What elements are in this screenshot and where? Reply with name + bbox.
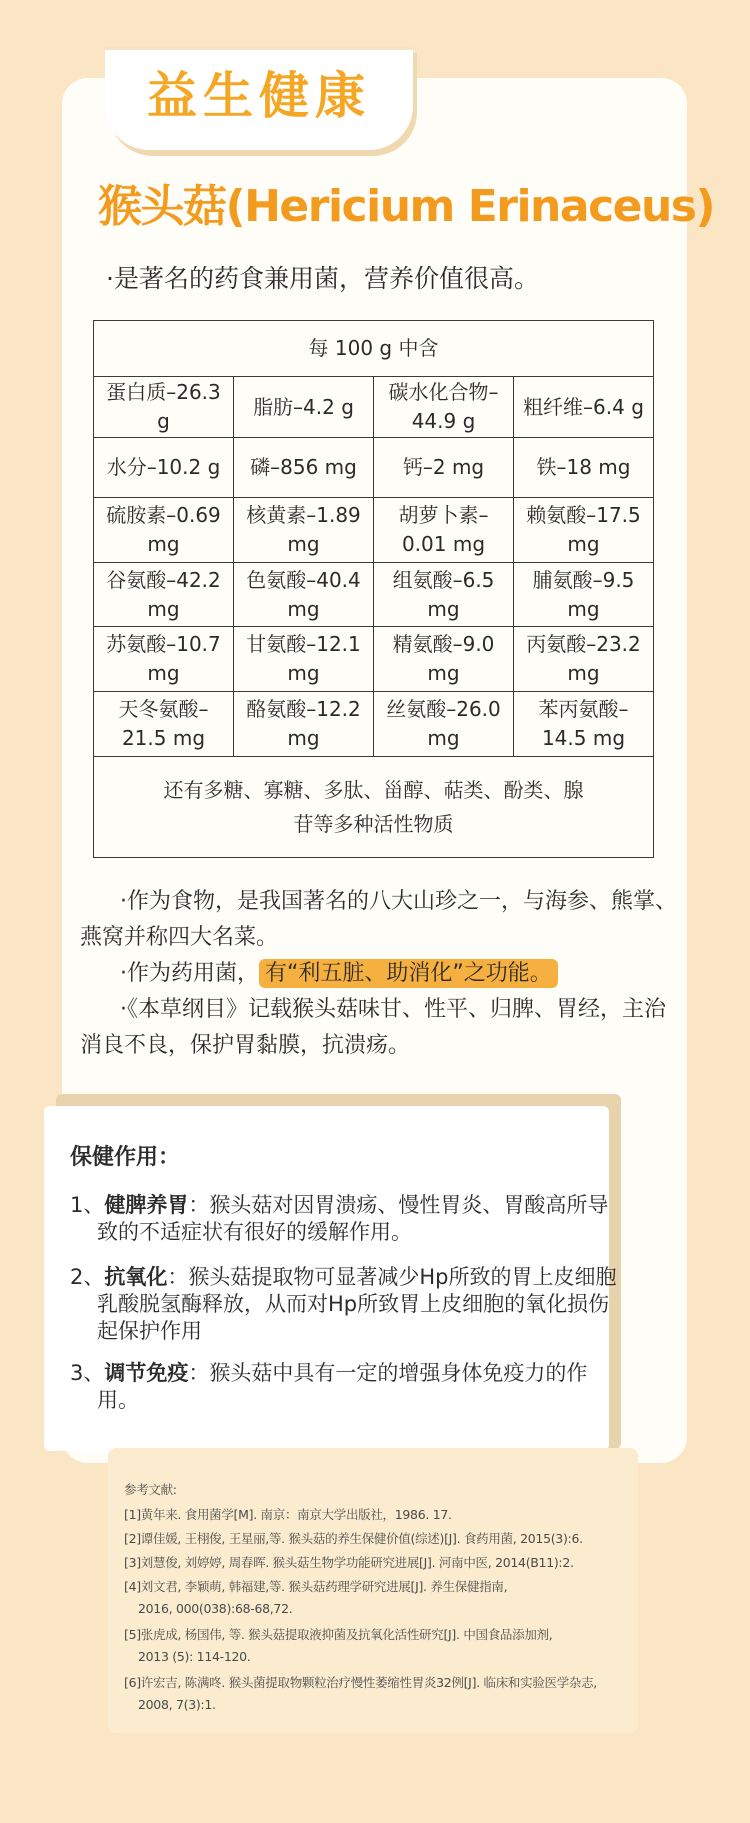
reference-line: [6]许宏吉, 陈满咚. 猴头菌提取物颗粒治疗慢性萎缩性胃炎32例[J]. 临床和实验医学杂志, bbox=[124, 1675, 597, 1690]
item-heading: 健脾养胃 bbox=[104, 1193, 189, 1217]
table-cell: 碳水化合物–44.9 g bbox=[374, 377, 514, 437]
reference-line: 2008, 7(3):1. bbox=[138, 1697, 216, 1712]
table-footer: 还有多糖、寡糖、多肽、甾醇、萜类、酚类、腺苷等多种活性物质 bbox=[94, 756, 654, 857]
table-cell: 蛋白质–26.3 g bbox=[94, 377, 234, 437]
highlight-badge: 有“利五脏、助消化”之功能。 bbox=[259, 959, 558, 988]
paragraph-medicine bbox=[80, 956, 680, 992]
reference-line: 2016, 000(038):68-68,72. bbox=[138, 1601, 293, 1616]
table-cell: 硫胺素–0.69 mg bbox=[94, 498, 234, 563]
table-cell: 磷–856 mg bbox=[234, 437, 374, 497]
table-cell: 谷氨酸–42.2 mg bbox=[94, 562, 234, 627]
item-heading: 调节免疫 bbox=[104, 1361, 189, 1385]
table-row bbox=[94, 437, 654, 497]
reference-line: [1]黄年来. 食用菌学[M]. 南京：南京大学出版社，1986. 17. bbox=[124, 1507, 452, 1522]
table-row bbox=[94, 627, 654, 692]
health-item bbox=[70, 1360, 617, 1414]
table-header: 每 100 g 中含 bbox=[94, 321, 654, 377]
health-item bbox=[70, 1192, 617, 1246]
item-number: 1、 bbox=[70, 1193, 105, 1217]
table-cell: 脯氨酸–9.5 mg bbox=[514, 562, 654, 627]
item-number: 2、 bbox=[70, 1265, 105, 1289]
table-cell: 酪氨酸–12.2 mg bbox=[234, 691, 374, 756]
nutrition-table bbox=[93, 320, 654, 858]
table-cell: 丝氨酸–26.0 mg bbox=[374, 691, 514, 756]
table-cell: 甘氨酸–12.1 mg bbox=[234, 627, 374, 692]
health-title: 保健作用： bbox=[70, 1145, 181, 1170]
table-cell: 水分–10.2 g bbox=[94, 437, 234, 497]
table-cell: 铁–18 mg bbox=[514, 437, 654, 497]
item-text: ：猴头菇对因胃溃疡、慢性胃炎、胃酸高所导致的不适症状有很好的缓解作用。 bbox=[97, 1193, 609, 1244]
table-cell: 精氨酸–9.0 mg bbox=[374, 627, 514, 692]
hero-title: 猴头菇(Hericium Erinaceus) bbox=[98, 181, 715, 232]
item-number: 3、 bbox=[70, 1361, 105, 1385]
table-cell: 粗纤维–6.4 g bbox=[514, 377, 654, 437]
reference-line: [3]刘慧俊, 刘婷婷, 周春晖. 猴头菇生物学功能研究进展[J]. 河南中医, 2014(B11):2. bbox=[124, 1555, 574, 1570]
reference-line: [2]谭佳媛, 王栩俊, 王星丽,等. 猴头菇的养生保健价值(综述)[J]. 食药用菌, 2015(3):6. bbox=[124, 1531, 583, 1546]
table-cell: 色氨酸–40.4 mg bbox=[234, 562, 374, 627]
table-cell: 苯丙氨酸–14.5 mg bbox=[514, 691, 654, 756]
references-title: 参考文献: bbox=[124, 1482, 177, 1497]
paragraph-food: ·作为食物，是我国著名的八大山珍之一，与海参、熊掌、燕窝并称四大名菜。 bbox=[80, 889, 677, 950]
paragraph-medicine-prefix: ·作为药用菌， bbox=[120, 961, 259, 986]
table-row bbox=[94, 562, 654, 627]
table-row bbox=[94, 377, 654, 437]
reference-line: [4]刘文君, 李颖萌, 韩福建,等. 猴头菇药理学研究进展[J]. 养生保健指南, bbox=[124, 1579, 508, 1594]
table-row bbox=[94, 498, 654, 563]
table-cell: 胡萝卜素–0.01 mg bbox=[374, 498, 514, 563]
table-cell: 天冬氨酸–21.5 mg bbox=[94, 691, 234, 756]
paragraph-compendium: ·《本草纲目》记载猴头菇味甘、性平、归脾、胃经，主治消良不良，保护胃黏膜，抗溃疡。 bbox=[80, 997, 666, 1058]
table-row bbox=[94, 691, 654, 756]
table-cell: 丙氨酸–23.2 mg bbox=[514, 627, 654, 692]
item-text: ：猴头菇中具有一定的增强身体免疫力的作用。 bbox=[97, 1361, 588, 1412]
item-text: ：猴头菇提取物可显著减少Hp所致的胃上皮细胞乳酸脱氢酶释放，从而对Hp所致胃上皮细胞的氧化损伤起保护作用 bbox=[97, 1265, 617, 1343]
table-cell: 苏氨酸–10.7 mg bbox=[94, 627, 234, 692]
reference-line: 2013 (5): 114-120. bbox=[138, 1649, 251, 1664]
item-heading: 抗氧化 bbox=[104, 1265, 168, 1289]
reference-line: [5]张虎成, 杨国伟, 等. 猴头菇提取液抑菌及抗氧化活性研究[J]. 中国食品添加剂, bbox=[124, 1627, 553, 1642]
hero-subtitle: ·是著名的药食兼用菌，营养价值很高。 bbox=[106, 264, 539, 293]
table-cell: 组氨酸–6.5 mg bbox=[374, 562, 514, 627]
table-cell: 钙–2 mg bbox=[374, 437, 514, 497]
table-cell: 核黄素–1.89 mg bbox=[234, 498, 374, 563]
table-cell: 赖氨酸–17.5 mg bbox=[514, 498, 654, 563]
health-item bbox=[70, 1264, 617, 1345]
section-title: 益生健康 bbox=[147, 67, 371, 125]
table-cell: 脂肪–4.2 g bbox=[234, 377, 374, 437]
